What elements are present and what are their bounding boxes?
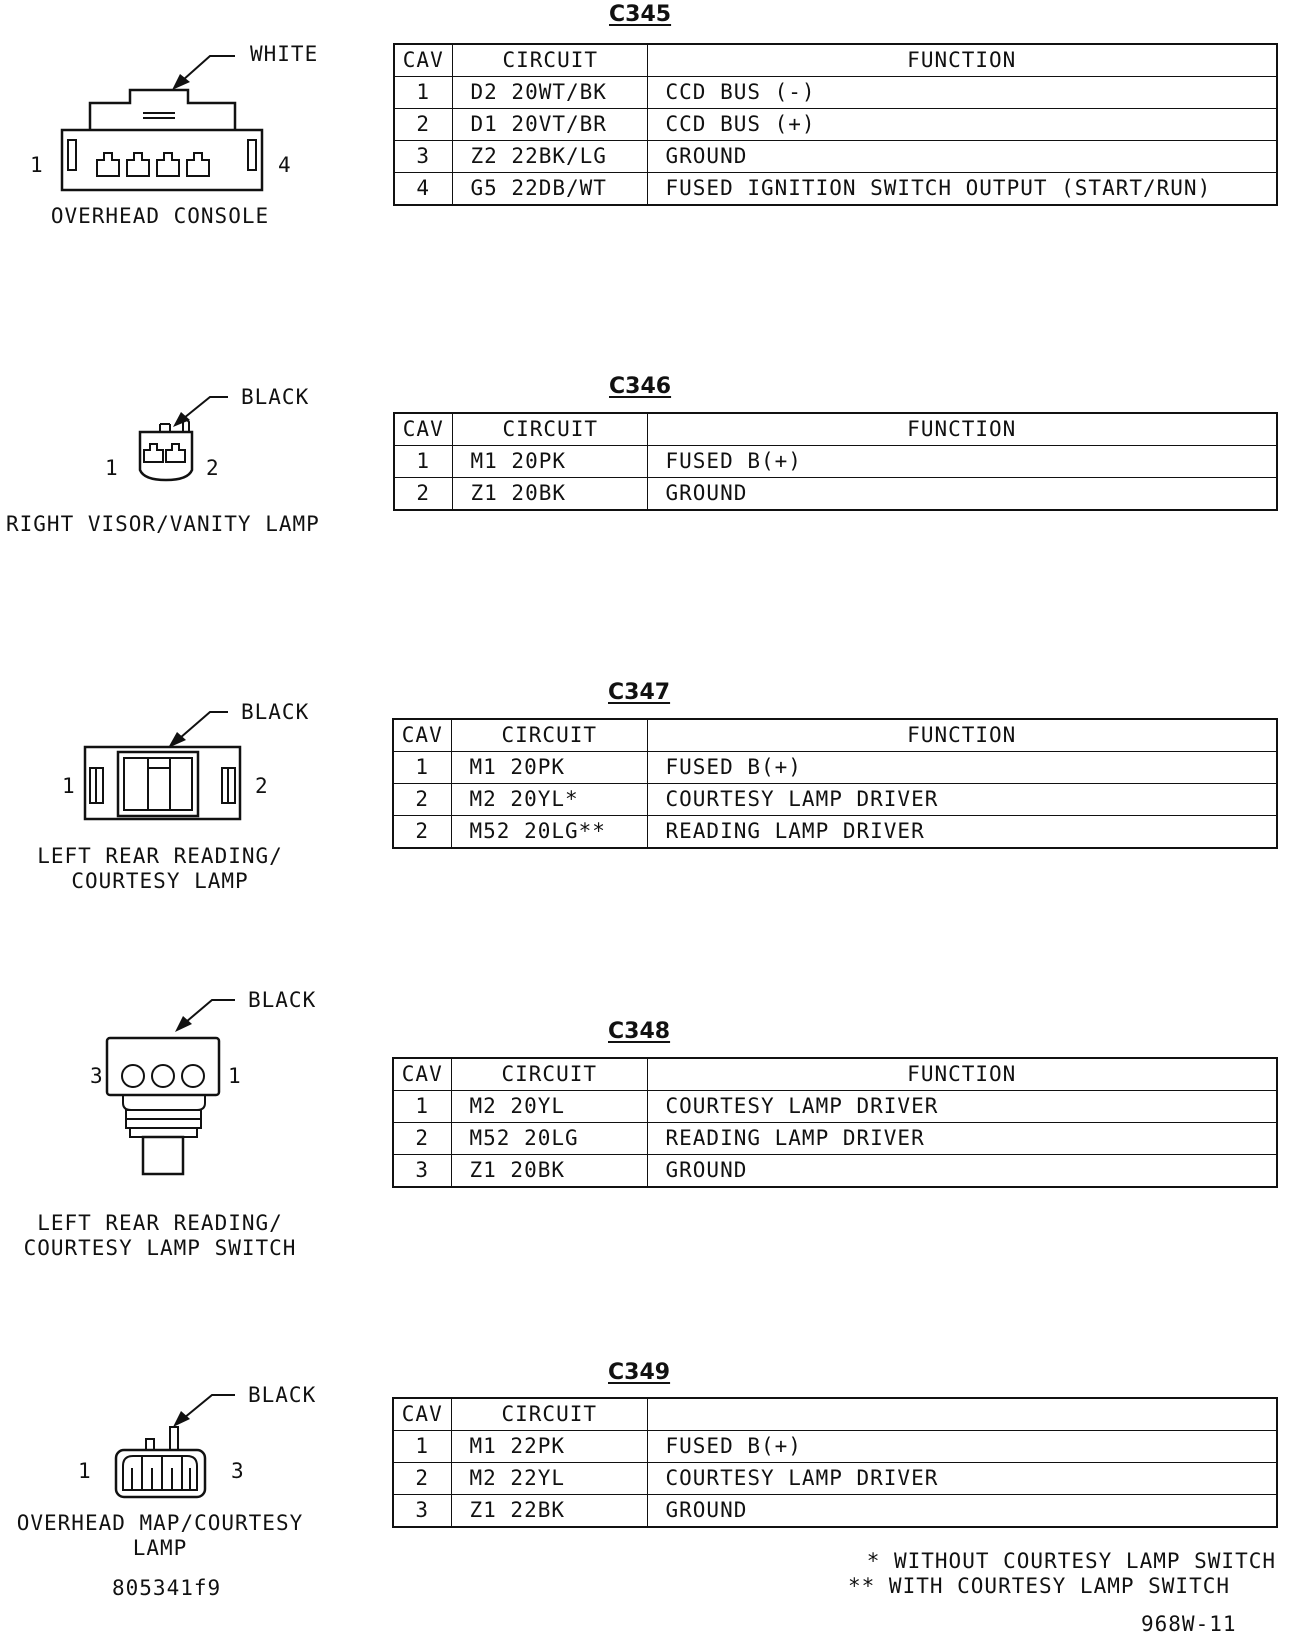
pin-left-label: 3 (90, 1064, 104, 1088)
connector-name: RIGHT VISOR/VANITY LAMP (6, 512, 320, 536)
table-row (393, 1155, 1277, 1188)
cell-circuit: D2 20WT/BK (452, 77, 647, 109)
cell-circuit: G5 22DB/WT (452, 173, 647, 206)
connector-name-line-1: LEFT REAR READING/ (37, 1211, 283, 1235)
cell-function: COURTESY LAMP DRIVER (647, 1463, 1277, 1495)
cell-cav: 1 (393, 752, 451, 784)
connector-color-label: WHITE (250, 42, 319, 66)
cell-cav: 3 (393, 1495, 451, 1528)
footnote-single-star: * WITHOUT COURTESY LAMP SWITCH (866, 1549, 1276, 1573)
header-cav: CAV (394, 44, 452, 77)
header-circuit: CIRCUIT (452, 413, 647, 446)
cell-function: READING LAMP DRIVER (647, 1123, 1277, 1155)
table-row (394, 173, 1277, 206)
connector-name-line-1: OVERHEAD MAP/COURTESY (16, 1511, 304, 1535)
cell-circuit: M1 20PK (451, 752, 647, 784)
cell-circuit: M52 20LG (451, 1123, 647, 1155)
table-row (394, 478, 1277, 511)
cell-circuit: Z1 20BK (452, 478, 647, 511)
connector-c349-drawing (0, 1370, 320, 1510)
cell-function: GROUND (647, 141, 1277, 173)
header-function (647, 1398, 1277, 1431)
cell-function: GROUND (647, 1495, 1277, 1528)
pinout-table-c346 (393, 412, 1278, 511)
pointer-arrow-icon (172, 56, 235, 90)
connector-2-way-icon (85, 747, 240, 819)
table-row (393, 1463, 1277, 1495)
pin-right-label: 2 (255, 774, 269, 798)
connector-name: OVERHEAD CONSOLE (50, 204, 270, 228)
table-row (393, 1431, 1277, 1463)
connector-color-label: BLACK (248, 1383, 317, 1407)
cell-circuit: D1 20VT/BR (452, 109, 647, 141)
cell-circuit: Z1 20BK (451, 1155, 647, 1188)
pointer-arrow-icon (168, 712, 228, 748)
table-header-row (393, 1058, 1277, 1091)
cell-circuit: M1 22PK (451, 1431, 647, 1463)
footnote-double-star: ** WITH COURTESY LAMP SWITCH (848, 1574, 1231, 1598)
cell-cav: 1 (394, 446, 452, 478)
pin-right-label: 2 (206, 456, 220, 480)
connector-name-line-2: COURTESY LAMP (71, 869, 249, 893)
header-circuit: CIRCUIT (451, 1398, 647, 1431)
connector-name-line-2: COURTESY LAMP SWITCH (23, 1236, 297, 1260)
cell-circuit: M2 22YL (451, 1463, 647, 1495)
connector-title: C347 (608, 680, 671, 705)
table-row (394, 446, 1277, 478)
cell-cav: 3 (394, 141, 452, 173)
cell-circuit: M1 20PK (452, 446, 647, 478)
connector-c348-drawing (0, 980, 320, 1210)
cell-function: CCD BUS (+) (647, 109, 1277, 141)
pointer-arrow-icon (173, 1395, 235, 1427)
cell-function: GROUND (647, 478, 1277, 511)
pin-right-label: 3 (231, 1459, 245, 1483)
cell-circuit: M2 20YL* (451, 784, 647, 816)
pinout-table-c349 (392, 1397, 1278, 1528)
cell-circuit: M52 20LG** (451, 816, 647, 849)
cell-cav: 2 (393, 1463, 451, 1495)
pinout-table-c345 (393, 43, 1278, 206)
table-row (393, 752, 1277, 784)
cell-function: READING LAMP DRIVER (647, 816, 1277, 849)
header-cav: CAV (393, 1398, 451, 1431)
cell-cav: 1 (393, 1091, 451, 1123)
connector-name-line-2: LAMP (132, 1536, 188, 1560)
cell-circuit: Z2 22BK/LG (452, 141, 647, 173)
cell-cav: 2 (393, 816, 451, 849)
table-row (393, 1091, 1277, 1123)
cell-cav: 4 (394, 173, 452, 206)
cell-cav: 1 (394, 77, 452, 109)
cell-function: FUSED B(+) (647, 752, 1277, 784)
connector-3-way-icon (116, 1427, 205, 1497)
connector-title: C345 (609, 2, 672, 27)
header-circuit: CIRCUIT (451, 719, 647, 752)
pin-left-label: 1 (62, 774, 76, 798)
pointer-arrow-icon (173, 397, 228, 427)
connector-color-label: BLACK (241, 385, 310, 409)
connector-color-label: BLACK (241, 700, 310, 724)
header-function: FUNCTION (647, 1058, 1277, 1091)
cell-cav: 1 (393, 1431, 451, 1463)
table-row (393, 1495, 1277, 1528)
page-code: 968W-11 (1141, 1612, 1237, 1636)
header-function: FUNCTION (647, 413, 1277, 446)
cell-function: FUSED IGNITION SWITCH OUTPUT (START/RUN) (647, 173, 1277, 206)
switch-3-way-icon (107, 1038, 219, 1174)
table-header-row (393, 719, 1277, 752)
cell-cav: 3 (393, 1155, 451, 1188)
cell-function: COURTESY LAMP DRIVER (647, 784, 1277, 816)
cell-circuit: M2 20YL (451, 1091, 647, 1123)
pinout-table-c348 (392, 1057, 1278, 1188)
cell-circuit: Z1 22BK (451, 1495, 647, 1528)
table-row (393, 784, 1277, 816)
pin-right-label: 1 (228, 1064, 242, 1088)
header-cav: CAV (394, 413, 452, 446)
table-row (394, 109, 1277, 141)
connector-name-line-1: LEFT REAR READING/ (37, 844, 283, 868)
pin-left-label: 1 (78, 1459, 92, 1483)
header-function: FUNCTION (647, 719, 1277, 752)
connector-title: C346 (609, 374, 672, 399)
cell-cav: 2 (394, 109, 452, 141)
cell-function: FUSED B(+) (647, 446, 1277, 478)
cell-function: CCD BUS (-) (647, 77, 1277, 109)
table-header-row (394, 413, 1277, 446)
table-row (394, 141, 1277, 173)
header-cav: CAV (393, 1058, 451, 1091)
pin-left-label: 1 (105, 456, 119, 480)
header-function: FUNCTION (647, 44, 1277, 77)
cell-function: FUSED B(+) (647, 1431, 1277, 1463)
table-row (393, 1123, 1277, 1155)
pointer-arrow-icon (175, 1000, 235, 1032)
header-circuit: CIRCUIT (452, 44, 647, 77)
connector-title: C348 (608, 1019, 671, 1044)
table-header-row (393, 1398, 1277, 1431)
connector-2-way-icon (140, 420, 192, 480)
header-circuit: CIRCUIT (451, 1058, 647, 1091)
connector-4-way-icon (62, 90, 262, 190)
cell-cav: 2 (393, 784, 451, 816)
table-header-row (394, 44, 1277, 77)
cell-function: COURTESY LAMP DRIVER (647, 1091, 1277, 1123)
table-row (393, 816, 1277, 849)
pinout-table-c347 (392, 718, 1278, 849)
cell-cav: 2 (393, 1123, 451, 1155)
connector-title: C349 (608, 1360, 671, 1385)
header-cav: CAV (393, 719, 451, 752)
connector-color-label: BLACK (248, 988, 317, 1012)
pin-left-label: 1 (30, 153, 44, 177)
cell-function: GROUND (647, 1155, 1277, 1188)
pin-right-label: 4 (278, 153, 292, 177)
table-row (394, 77, 1277, 109)
cell-cav: 2 (394, 478, 452, 511)
image-code: 805341f9 (112, 1576, 222, 1600)
